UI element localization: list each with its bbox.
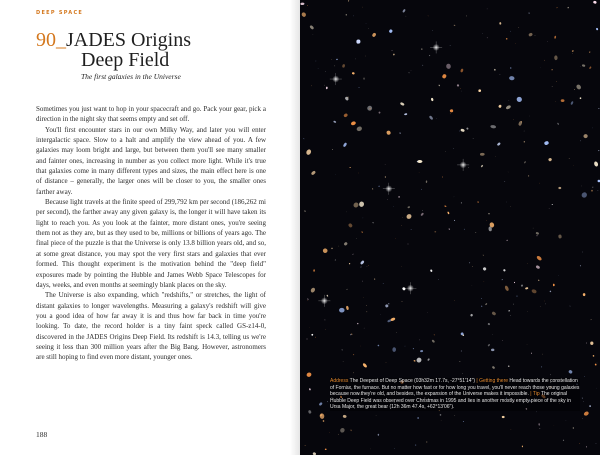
caption-tip-label: Tip — [532, 391, 540, 398]
body-text — [36, 104, 266, 363]
paragraph: The Universe is also expanding, which "redshifts," or stretches, the light of distant galaxies to longer wavelengths. Measuring a galaxy's redshift will give you a good idea of how far away it is and thus how far back in time you're looking. To date, the record holder is a tiny faint speck called GS-z14-0, discovered in the JADES Origins Deep Field. Its redshift is 14.3, telling us we're seeing it less than 300 million years after the Big Bang. However, astronomers are still hoping to find even more distant, younger ones. — [36, 291, 266, 362]
chapter-subtitle: The first galaxies in the Universe — [81, 72, 181, 81]
right-page — [300, 0, 600, 455]
caption-separator: | — [530, 391, 532, 398]
title-line-1: 90_JADES Origins — [36, 29, 192, 51]
image-caption — [330, 378, 580, 411]
caption-getting-there-label: Getting there — [479, 378, 509, 384]
chapter-title-block — [36, 30, 246, 81]
caption-tip-text: The original Hubble Deep Field was observed over Christmas in 1995 and lies in another mostly empty piece of the sky in Ursa Major, the great bear (12h 36m 47.4s, +62°13'06"). — [330, 391, 571, 411]
paragraph: Sometimes you just want to hop in your spacecraft and go. Pack your gear, pick a direction in the night sky that seems empty and set off. — [36, 105, 266, 124]
paragraph: Because light travels at the finite speed of 299,792 km per second (186,262 mi per second), the farther away any given galaxy is, the longer it will have taken its light to reach you. As you look at the fainter, more distant ones, you're seeing them not as they are, but as they used to be, millions or billions of years ago. The final piece of the puzzle is that the Universe is only 13.8 billion years old, and so, at some great distance, you may spot the very first stars and galaxies that ever formed. This thought experiment is the motivation behind the "deep field" exposures made by pointing the Hubble and James Webb Space Telescopes for days, weeks, and even months at seemingly blank places on the sky. — [36, 198, 266, 289]
section-label: DEEP SPACE — [36, 10, 84, 16]
caption-address-label: Address — [330, 378, 349, 384]
caption-separator: | — [476, 378, 478, 384]
chapter-number: 90 — [36, 29, 56, 51]
galaxy-speck — [339, 308, 344, 313]
page-number: 188 — [36, 430, 48, 439]
caption-getting-there-text: Head towards the constellation of Fornax, the furnace. But no matter how fast or for how long you travel, you'll never reach those young galaxies because now they're old, and besides, the expansion of the Universe makes it impossible. — [330, 378, 580, 398]
chapter-title-part-1: JADES Origins — [66, 29, 192, 51]
galaxy-speck — [378, 434, 379, 436]
galaxy-speck — [450, 113, 451, 114]
caption-address-text: The Deepest of Deep Space (03h32m 17.7s, -27°51'14") — [349, 378, 476, 384]
chapter-title-part-2: Deep Field — [81, 49, 170, 71]
paragraph: You'll first encounter stars in our own Milky Way, and later you will enter intergalactic space. Slow to a halt and amplify the view ahead of you. A few galaxies may loom bright and large, but between them you'll see many smaller and fainter ones, increasing in number as you collect more light. While it's true that galaxies come in many different types and sizes, the main effect here is one of distance – generally, the larger ones will be closer to you, the smaller ones farther away. — [36, 125, 266, 196]
book-gutter-shadow — [290, 0, 300, 455]
